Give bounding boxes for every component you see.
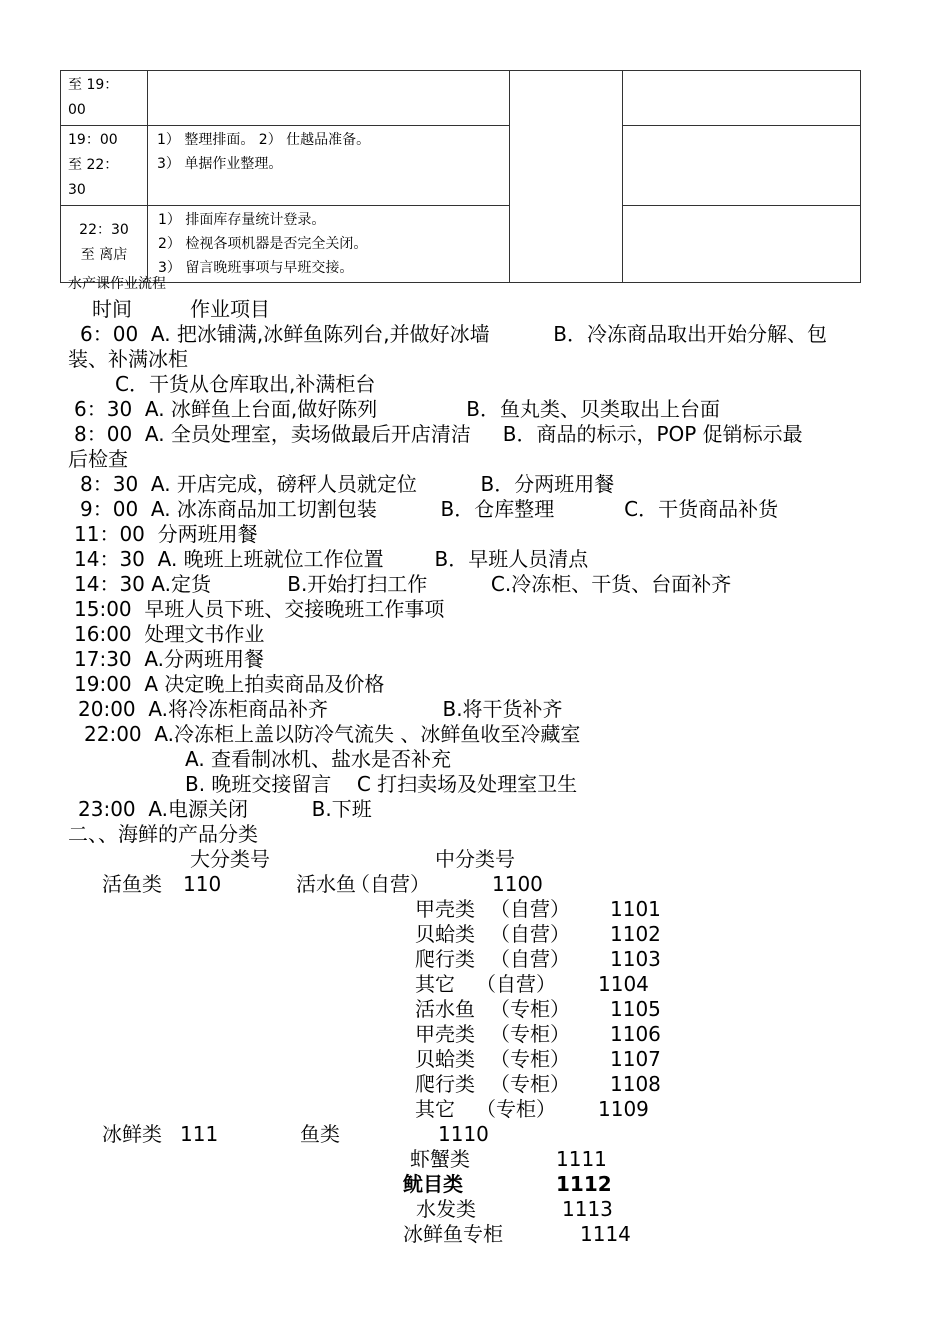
workflow-line: B. 晚班交接留言 C 打扫卖场及处理室卫生 [185, 772, 578, 796]
item-name: 虾蟹类 [410, 1147, 470, 1171]
workflow-line: 6：00 A. 把冰铺满,冰鲜鱼陈列台,并做好冰墙 B．冷冻商品取出开始分解、包 [80, 322, 827, 346]
remark-cell [623, 206, 861, 283]
time-cell [61, 126, 148, 206]
workflow-line: 15:00 早班人员下班、交接晚班工作事项 [74, 597, 445, 621]
activity-line: 3） 留言晚班事项与早班交接。 [158, 260, 354, 276]
col-major-header: 大分类号 [190, 847, 270, 871]
table-row [61, 71, 861, 126]
time-line: 至 离店 [80, 247, 128, 263]
item-note: （专柜） [490, 1022, 570, 1046]
remark-cell [623, 71, 861, 126]
header-time: 时间 [92, 297, 132, 321]
activity-cell [148, 126, 510, 206]
item-name: 活水鱼 [415, 997, 475, 1021]
item-note: （自营） [490, 897, 570, 921]
item-code: 1114 [580, 1222, 631, 1246]
classification-heading: 二、、海鲜的产品分类 [68, 822, 258, 846]
table-row [61, 126, 861, 206]
workflow-line: 19:00 A 决定晚上拍卖商品及价格 [74, 672, 385, 696]
time-text [61, 71, 147, 125]
item-code: 1107 [610, 1047, 661, 1071]
item-code: 1102 [610, 922, 661, 946]
item-code: 1113 [562, 1197, 613, 1221]
item-code: 1112 [556, 1172, 612, 1196]
item-code: 1108 [610, 1072, 661, 1096]
time-cell [61, 71, 148, 126]
item-name: 贝蛤类 [415, 922, 475, 946]
item-note: （自营） [476, 972, 556, 996]
merged-cell [510, 71, 623, 283]
table-row [61, 206, 861, 283]
workflow-line: 23:00 A.电源关闭 B.下班 [78, 797, 372, 821]
col-middle-header: 中分类号 [435, 847, 515, 871]
workflow-line: 17:30 A.分两班用餐 [74, 647, 265, 671]
activity-line: 2） 检视各项机器是否完全关闭。 [158, 236, 368, 252]
time-text [61, 126, 147, 205]
item-name: 甲壳类 [415, 1022, 475, 1046]
item-code: 1103 [610, 947, 661, 971]
item-code: 1111 [556, 1147, 607, 1171]
activity-line: 1） 整理排面。 2） 仕越品准备。 [157, 132, 371, 148]
item-note: （专柜） [490, 1072, 570, 1096]
item-note: （专柜） [490, 997, 570, 1021]
item-name: 冰鲜鱼专柜 [403, 1222, 503, 1246]
workflow-line: 16:00 处理文书作业 [74, 622, 265, 646]
section-caption: 水产课作业流程 [68, 276, 166, 292]
item-note: （专柜） [476, 1097, 556, 1121]
item-name: 活水鱼 [296, 872, 356, 896]
major-code: 110 [183, 872, 222, 896]
major-name: 活鱼类 [102, 872, 162, 896]
major-code: 111 [180, 1122, 219, 1146]
item-note: （自营） [490, 947, 570, 971]
workflow-line: 后检查 [68, 447, 128, 471]
workflow-line: 6：30 A. 冰鲜鱼上台面,做好陈列 B．鱼丸类、贝类取出上台面 [74, 397, 721, 421]
remark-cell [623, 126, 861, 206]
item-note: （专柜） [490, 1047, 570, 1071]
workflow-line: 8：00 A. 全员处理室，卖场做最后开店清洁 B．商品的标示，POP 促销标示最 [74, 422, 803, 446]
workflow-line: 20:00 A.将冷冻柜商品补齐 B.将干货补齐 [78, 697, 563, 721]
workflow-line: C．干货从仓库取出,补满柜台 [115, 372, 376, 396]
item-note: （自营） [350, 872, 430, 896]
item-name: 甲壳类 [415, 897, 475, 921]
activity-line: 1） 排面库存量统计登录。 [158, 212, 326, 228]
time-line: 30 [68, 182, 86, 198]
header-item: 作业项目 [190, 297, 270, 321]
item-code: 1106 [610, 1022, 661, 1046]
item-name: 鱿目类 [403, 1172, 463, 1196]
item-name: 水发类 [416, 1197, 476, 1221]
workflow-line: 22:00 A.冷冻柜上盖以防冷气流失 、冰鲜鱼收至冷藏室 [84, 722, 581, 746]
time-text [61, 206, 147, 270]
workflow-line: 11：00 分两班用餐 [74, 522, 258, 546]
schedule-table [60, 70, 861, 283]
item-name: 鱼类 [300, 1122, 340, 1146]
workflow-line: A. 查看制冰机、盐水是否补充 [185, 747, 452, 771]
time-cell [61, 206, 148, 283]
item-note: （自营） [490, 922, 570, 946]
activity-line: 3） 单据作业整理。 [157, 156, 283, 172]
major-name: 冰鲜类 [102, 1122, 162, 1146]
item-code: 1110 [438, 1122, 489, 1146]
time-line: 00 [68, 102, 86, 118]
workflow-line: 9：00 A. 冰冻商品加工切割包装 B．仓库整理 C．干货商品补货 [80, 497, 779, 521]
activity-cell [148, 71, 510, 126]
item-name: 其它 [415, 1097, 455, 1121]
item-name: 爬行类 [415, 1072, 475, 1096]
item-name: 爬行类 [415, 947, 475, 971]
item-code: 1104 [598, 972, 649, 996]
workflow-line: 装、补满冰柜 [68, 347, 188, 371]
time-line: 至 19： [68, 77, 119, 93]
time-line: 19：00 [68, 132, 118, 148]
workflow-line: 14：30 A. 晚班上班就位工作位置 B．早班人员清点 [74, 547, 589, 571]
workflow-line: 8：30 A. 开店完成，磅秤人员就定位 B．分两班用餐 [80, 472, 615, 496]
item-code: 1100 [492, 872, 543, 896]
time-line: 至 22： [68, 157, 119, 173]
item-code: 1101 [610, 897, 661, 921]
item-name: 其它 [415, 972, 455, 996]
item-code: 1109 [598, 1097, 649, 1121]
item-code: 1105 [610, 997, 661, 1021]
time-line: 22：30 [79, 222, 129, 238]
item-name: 贝蛤类 [415, 1047, 475, 1071]
workflow-line: 14：30 A.定货 B.开始打扫工作 C.冷冻柜、干货、台面补齐 [74, 572, 732, 596]
activity-cell [148, 206, 510, 283]
